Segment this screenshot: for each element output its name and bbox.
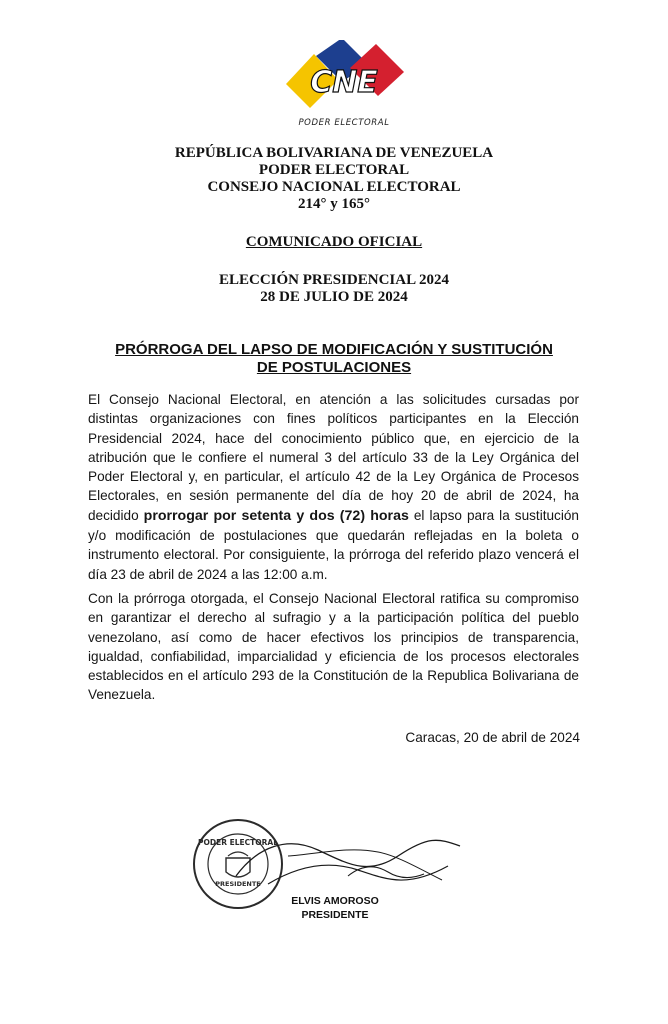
election-name: ELECCIÓN PRESIDENCIAL 2024 <box>218 272 450 288</box>
place-date: Caracas, 20 de abril de 2024 <box>405 730 580 745</box>
seal-role: PRESIDENTE <box>215 880 261 888</box>
cne-logo-icon <box>280 40 408 110</box>
body-paragraph-1 <box>88 390 579 584</box>
election-date: 28 DE JULIO DE 2024 <box>260 289 408 305</box>
signatory-role: PRESIDENTE <box>301 909 369 921</box>
paragraph-1-emphasis: prorrogar por setenta y dos (72) horas <box>143 507 409 524</box>
document-title <box>40 341 628 377</box>
logo-subtitle: PODER ELECTORAL <box>298 118 390 128</box>
council-name: CONSEJO NACIONAL ELECTORAL <box>207 179 461 195</box>
title-line-1: PRÓRROGA DEL LAPSO DE MODIFICACIÓN Y SUSTITUCIÓN <box>115 341 553 358</box>
signatory <box>280 894 390 922</box>
cne-logo <box>280 40 408 132</box>
institution-header <box>0 145 668 213</box>
title-line-2: DE POSTULACIONES <box>256 359 412 376</box>
paragraph-1-text-b: el lapso para la sustitución y/o modificación de postulaciones que quedarán reflejadas en la boleta o instrumento electoral. Por consiguiente, la prórroga del referido plazo vencerá el día 23 de abril de 2024 a las 12:00 a.m. <box>88 507 579 582</box>
comunicado-heading: COMUNICADO OFICIAL <box>245 234 423 250</box>
body-paragraph-2: Con la prórroga otorgada, el Consejo Nacional Electoral ratifica su compromiso en garantizar el derecho al sufragio y a la participación política del pueblo venezolano, así como de hacer efectivos los principios de transparencia, igualdad, confiabilidad, imparcialidad y eficiencia de los procesos electorales establecidos en el artículo 293 de la Constitución de la Republica Bolivariana de Venezuela. <box>88 591 579 703</box>
country-name: REPÚBLICA BOLIVARIANA DE VENEZUELA <box>174 145 494 161</box>
election-heading <box>0 272 668 306</box>
logo-text: CNE <box>310 65 378 100</box>
signatory-name: ELVIS AMOROSO <box>291 895 379 907</box>
years-line: 214° y 165° <box>298 196 370 212</box>
handwritten-signature <box>228 826 468 904</box>
paragraph-1-text-a: El Consejo Nacional Electoral, en atención a las solicitudes cursadas por distintas organizaciones con fines políticos participantes en la Elección Presidencial 2024, hace del conocimiento público que, en ejercicio de la atribución que le confiere el numeral 3 del artículo 33 de la Ley Orgánica del Poder Electoral y, en particular, el artículo 42 de la Ley Orgánica de Procesos Electorales, en sesión permanente del día de hoy 20 de abril de 2024, ha decidido <box>88 392 579 523</box>
branch-name: PODER ELECTORAL <box>258 162 410 178</box>
seal-header: PODER ELECTORAL <box>198 838 278 847</box>
